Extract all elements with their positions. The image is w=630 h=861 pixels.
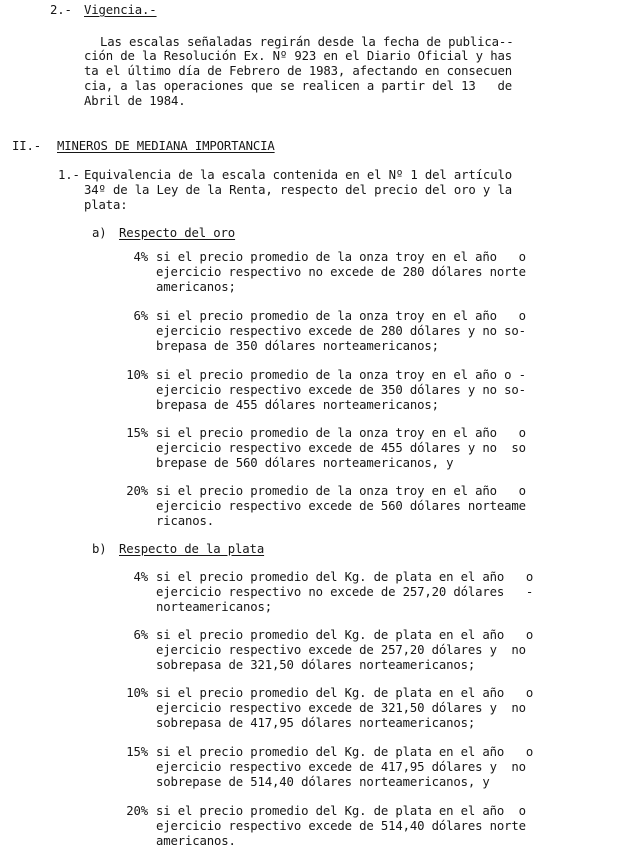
percentage-label: 10%: [126, 686, 148, 700]
item-line: ejercicio respectivo excede de 257,20 dólares y no: [156, 643, 526, 657]
paragraph-line: ción de la Resolución Ex. Nº 923 en el Diario Oficial y has: [84, 49, 512, 63]
item-line: brepasa de 350 dólares norteamericanos;: [156, 339, 439, 353]
item-line: ejercicio respectivo no excede de 257,20 dólares -: [156, 585, 534, 599]
item-line: americanos;: [156, 280, 236, 294]
paragraph-line: ta el último día de Febrero de 1983, afectando en consecuen: [84, 64, 512, 78]
item-line: ejercicio respectivo excede de 417,95 dólares y no: [156, 760, 526, 774]
paragraph-line: Abril de 1984.: [84, 94, 186, 108]
plata-label: b): [92, 542, 107, 556]
item-line: si el precio promedio del Kg. de plata en el año o: [156, 745, 534, 759]
item-line: brepasa de 455 dólares norteamericanos;: [156, 398, 439, 412]
paragraph-line: plata:: [84, 198, 128, 212]
item-line: sobrepasa de 321,50 dólares norteamericanos;: [156, 658, 476, 672]
section-ii-heading: MINEROS DE MEDIANA IMPORTANCIA: [57, 139, 275, 153]
section-2-heading: Vigencia.-: [84, 3, 157, 17]
oro-heading: Respecto del oro: [119, 226, 236, 240]
percentage-label: 4%: [133, 250, 148, 264]
item-line: ejercicio respectivo excede de 350 dólares y no so-: [156, 383, 526, 397]
item-line: ejercicio respectivo excede de 514,40 dólares norte: [156, 819, 526, 833]
percentage-label: 20%: [126, 484, 148, 498]
paragraph-line: Equivalencia de la escala contenida en el Nº 1 del artículo: [84, 168, 512, 182]
item-line: sobrepasa de 417,95 dólares norteamericanos;: [156, 716, 476, 730]
item-line: americanos.: [156, 834, 236, 848]
percentage-label: 15%: [126, 426, 148, 440]
item-line: si el precio promedio del Kg. de plata en el año o: [156, 570, 534, 584]
oro-label: a): [92, 226, 107, 240]
item-line: si el precio promedio del Kg. de plata en el año o: [156, 628, 534, 642]
item-line: ejercicio respectivo excede de 455 dólares y no so: [156, 441, 526, 455]
paragraph-line: Las escalas señaladas regirán desde la fecha de publica--: [100, 35, 514, 49]
item-line: brepase de 560 dólares norteamericanos, y: [156, 456, 454, 470]
item-line: ejercicio respectivo excede de 560 dólares norteame: [156, 499, 526, 513]
item-line: si el precio promedio de la onza troy en el año o: [156, 484, 526, 498]
item-line: sobrepase de 514,40 dólares norteamericanos, y: [156, 775, 490, 789]
plata-heading: Respecto de la plata: [119, 542, 265, 556]
percentage-label: 15%: [126, 745, 148, 759]
paragraph-line: 34º de la Ley de la Renta, respecto del precio del oro y la: [84, 183, 512, 197]
percentage-label: 4%: [133, 570, 148, 584]
item-line: ejercicio respectivo excede de 280 dólares y no so-: [156, 324, 526, 338]
item-line: ricanos.: [156, 514, 215, 528]
paragraph-line: cia, a las operaciones que se realicen a partir del 13 de: [84, 79, 512, 93]
item-line: si el precio promedio de la onza troy en el año o: [156, 426, 526, 440]
percentage-label: 10%: [126, 368, 148, 382]
percentage-label: 6%: [133, 309, 148, 323]
item-1-number: 1.-: [58, 168, 80, 182]
percentage-label: 6%: [133, 628, 148, 642]
item-line: norteamericanos;: [156, 600, 273, 614]
section-2-number: 2.-: [50, 3, 72, 17]
item-line: si el precio promedio de la onza troy en el año o: [156, 250, 526, 264]
percentage-label: 20%: [126, 804, 148, 818]
item-line: si el precio promedio del Kg. de plata en el año o: [156, 804, 526, 818]
item-line: ejercicio respectivo excede de 321,50 dólares y no: [156, 701, 526, 715]
section-ii-number: II.-: [12, 139, 42, 153]
item-line: ejercicio respectivo no excede de 280 dólares norte: [156, 265, 526, 279]
item-line: si el precio promedio de la onza troy en el año o -: [156, 368, 526, 382]
item-line: si el precio promedio del Kg. de plata en el año o: [156, 686, 534, 700]
item-line: si el precio promedio de la onza troy en el año o: [156, 309, 526, 323]
